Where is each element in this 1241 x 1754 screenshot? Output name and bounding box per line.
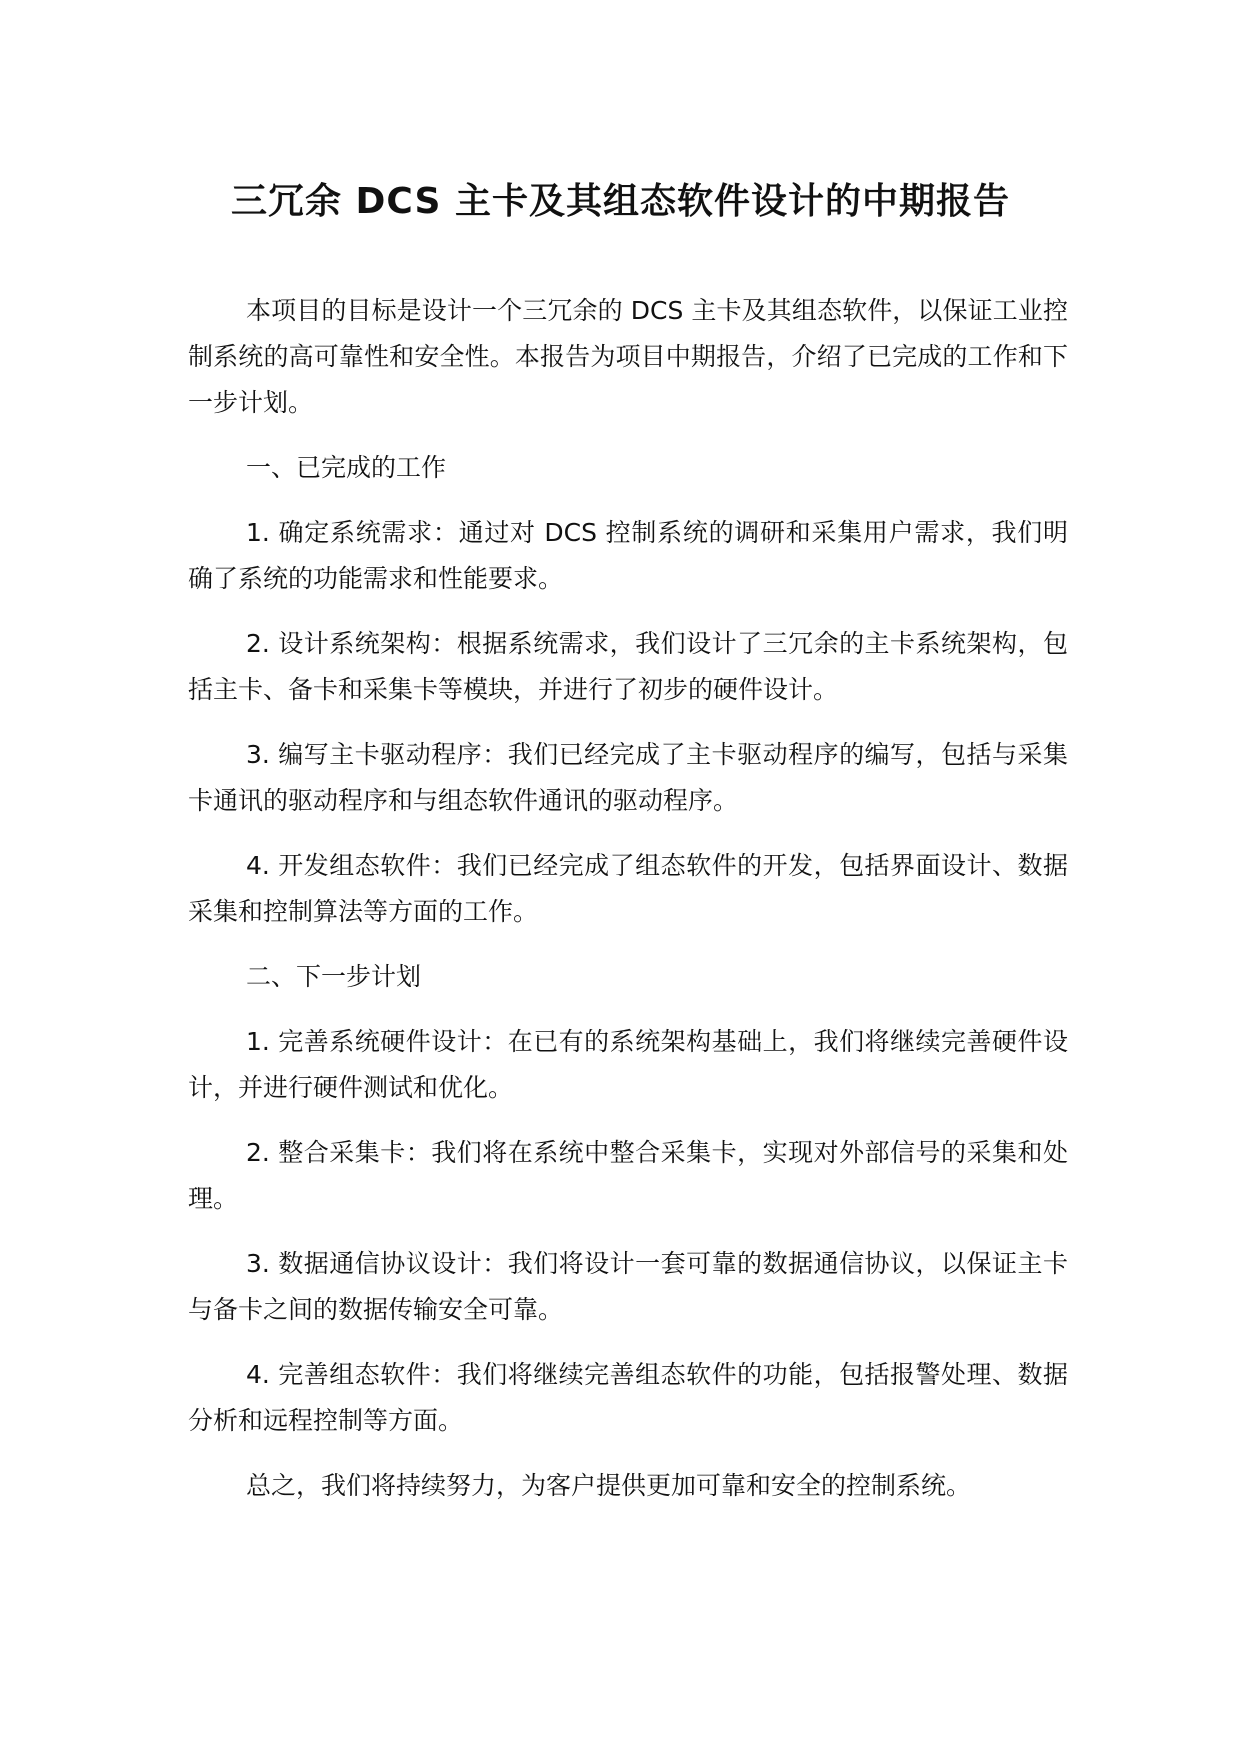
plan-item-2: 2. 整合采集卡：我们将在系统中整合采集卡，实现对外部信号的采集和处理。 [188, 1138, 1068, 1213]
completed-item-4: 4. 开发组态软件：我们已经完成了组态软件的开发，包括界面设计、数据采集和控制算法等方面的工作。 [188, 851, 1068, 926]
completed-item-1: 1. 确定系统需求：通过对 DCS 控制系统的调研和采集用户需求，我们明确了系统的功能需求和性能要求。 [188, 518, 1068, 593]
document-title: 三冗余 DCS 主卡及其组态软件设计的中期报告 [231, 181, 1010, 222]
section-heading-next-plan: 二、下一步计划 [246, 962, 422, 991]
completed-item-2: 2. 设计系统架构：根据系统需求，我们设计了三冗余的主卡系统架构，包括主卡、备卡和采集卡等模块，并进行了初步的硬件设计。 [188, 629, 1068, 704]
conclusion-paragraph: 总之，我们将持续努力，为客户提供更加可靠和安全的控制系统。 [246, 1471, 972, 1500]
intro-paragraph: 本项目的目标是设计一个三冗余的 DCS 主卡及其组态软件，以保证工业控制系统的高可靠性和安全性。本报告为项目中期报告，介绍了已完成的工作和下一步计划。 [188, 296, 1068, 417]
completed-item-3: 3. 编写主卡驱动程序：我们已经完成了主卡驱动程序的编写，包括与采集卡通讯的驱动程序和与组态软件通讯的驱动程序。 [188, 740, 1068, 815]
document-body [188, 288, 1068, 1528]
plan-item-1: 1. 完善系统硬件设计：在已有的系统架构基础上，我们将继续完善硬件设计，并进行硬件测试和优化。 [188, 1027, 1068, 1102]
plan-item-3: 3. 数据通信协议设计：我们将设计一套可靠的数据通信协议，以保证主卡与备卡之间的数据传输安全可靠。 [188, 1249, 1068, 1324]
section-heading-completed-work: 一、已完成的工作 [246, 453, 447, 482]
plan-item-4: 4. 完善组态软件：我们将继续完善组态软件的功能，包括报警处理、数据分析和远程控制等方面。 [188, 1360, 1068, 1435]
